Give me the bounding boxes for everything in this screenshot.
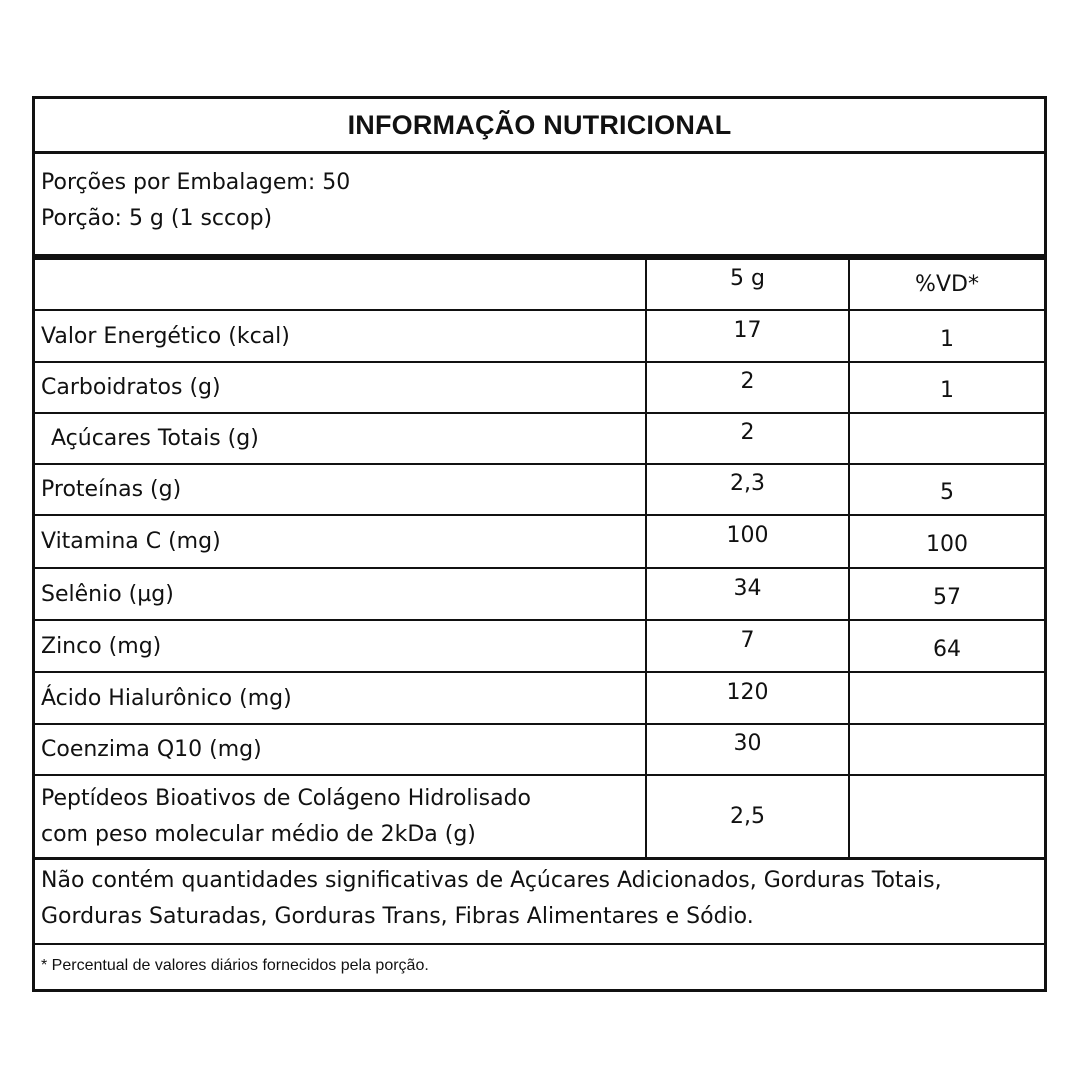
- header-vd-cell: [848, 260, 1044, 309]
- nutrient-name: Coenzima Q10 (mg): [41, 737, 262, 762]
- nutrient-name: Carboidratos (g): [41, 375, 221, 400]
- note-line-1: Não contém quantidades significativas de Açúcares Adicionados, Gorduras Totais,: [41, 868, 942, 893]
- nutrient-amount: 100: [726, 523, 769, 548]
- nutrient-name: [35, 776, 645, 857]
- nutrient-name: Vitamina C (mg): [41, 529, 221, 554]
- vd-cell: [848, 414, 1044, 463]
- nutrient-vd: 1: [940, 326, 954, 352]
- header-amount-cell: [645, 260, 848, 309]
- table-row: [35, 311, 1044, 363]
- nutrient-name-line-1: Peptídeos Bioativos de Colágeno Hidrolisado: [41, 785, 531, 811]
- amount-cell: [645, 725, 848, 774]
- table-row: [35, 725, 1044, 776]
- nutrient-name: Zinco (mg): [41, 633, 162, 659]
- amount-cell: [645, 414, 848, 463]
- table-row: [35, 414, 1044, 465]
- vd-cell: [848, 621, 1044, 671]
- nutrient-amount: 7: [740, 627, 755, 653]
- header-amount-label: 5 g: [730, 266, 765, 291]
- daily-value-footnote: * Percentual de valores diários fornecidos pela porção.: [41, 957, 429, 974]
- vd-cell: [848, 776, 1044, 857]
- nutrient-name: Açúcares Totais (g): [51, 426, 259, 451]
- title-row: [35, 99, 1044, 154]
- table-title: INFORMAÇÃO NUTRICIONAL: [347, 109, 732, 140]
- table-row: [35, 621, 1044, 673]
- nutrient-vd: 57: [933, 584, 961, 610]
- table-row: [35, 363, 1044, 414]
- nutrient-vd: 64: [933, 636, 961, 662]
- amount-cell: [645, 569, 848, 619]
- vd-cell: [848, 673, 1044, 723]
- servings-per-package: Porções por Embalagem: 50: [41, 170, 351, 195]
- table-row: [35, 569, 1044, 621]
- amount-cell: [645, 363, 848, 412]
- nutrient-grid: [35, 260, 1044, 857]
- serving-info: [35, 154, 1044, 260]
- vd-cell: [848, 465, 1044, 514]
- nutrient-vd: 1: [940, 378, 954, 403]
- nutrient-amount: 30: [733, 731, 762, 756]
- header-row: [35, 260, 1044, 311]
- nutrient-amount: 17: [733, 317, 762, 343]
- nutrient-name: Selênio (µg): [41, 581, 174, 607]
- amount-cell: [645, 516, 848, 567]
- nutrient-name: Ácido Hialurônico (mg): [41, 685, 292, 711]
- nutrient-name: Proteínas (g): [41, 477, 182, 502]
- nutrient-vd: 5: [940, 480, 954, 505]
- header-name-cell: [35, 260, 645, 309]
- amount-cell: [645, 776, 848, 857]
- vd-cell: [848, 311, 1044, 361]
- table-row: [35, 516, 1044, 569]
- header-vd-label: %VD*: [915, 272, 979, 297]
- nutrient-amount: 2,5: [730, 804, 765, 829]
- vd-cell: [848, 725, 1044, 774]
- vd-cell: [848, 363, 1044, 412]
- nutrition-facts-table: [32, 96, 1047, 992]
- nutrient-amount: 120: [726, 679, 769, 705]
- not-significant-note: [35, 857, 1044, 945]
- nutrient-amount: 2,3: [730, 471, 765, 496]
- nutrient-amount: 34: [733, 575, 762, 601]
- nutrient-name-line-2: com peso molecular médio de 2kDa (g): [41, 821, 476, 847]
- portion-size: Porção: 5 g (1 sccop): [41, 206, 273, 231]
- nutrient-amount: 2: [740, 369, 755, 394]
- amount-cell: [645, 621, 848, 671]
- table-row: [35, 465, 1044, 516]
- amount-cell: [645, 673, 848, 723]
- vd-cell: [848, 569, 1044, 619]
- table-row: [35, 673, 1044, 725]
- amount-cell: [645, 465, 848, 514]
- table-row: [35, 776, 1044, 857]
- note-line-2: Gorduras Saturadas, Gorduras Trans, Fibras Alimentares e Sódio.: [41, 904, 754, 929]
- nutrient-amount: 2: [740, 420, 755, 445]
- vd-cell: [848, 516, 1044, 567]
- nutrient-name: Valor Energético (kcal): [41, 323, 290, 349]
- amount-cell: [645, 311, 848, 361]
- nutrient-vd: 100: [926, 532, 968, 557]
